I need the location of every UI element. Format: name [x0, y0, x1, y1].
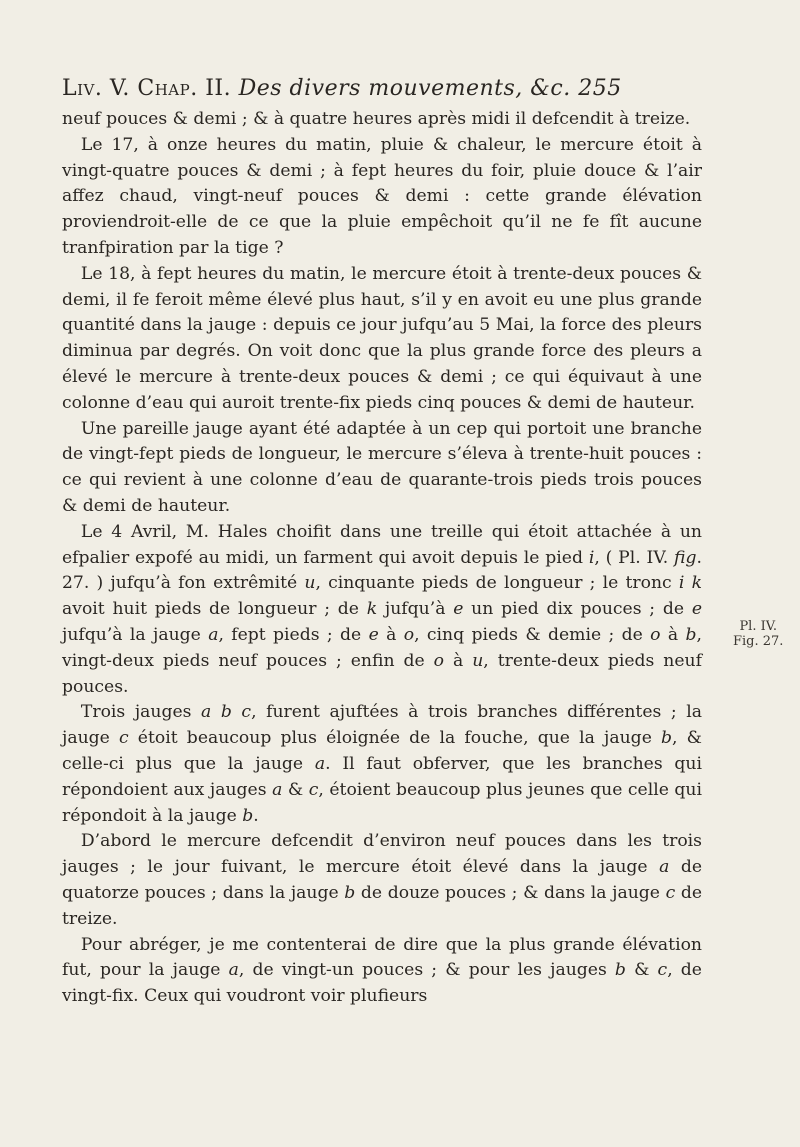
paragraph: Trois jauges a b c, furent ajuftées à trois branches différentes ; la jauge c étoit beaucoup plus éloignée de la fouche, que la jauge b, & celle-ci plus que la jauge a. Il faut obferver, que les branches qui répondoient aux jauges a & c, étoient beaucoup plus jeunes que celle qui répondoit à la jauge b.: [62, 702, 703, 826]
paragraph: neuf pouces & demi ; & à quatre heures après midi il defcendit à treize.: [62, 109, 691, 129]
book-page: [62, 76, 702, 1010]
paragraph: Le 18, à fept heures du matin, le mercure étoit à trente-deux pouces & demi, il fe feroit même élevé plus haut, s’il y en avoit eu une plus grande quantité dans la jauge : depuis ce jour jufqu’au 5 Mai, la force des pleurs diminua par degrés. On voit donc que la plus grande force des pleurs a élevé le mercure à trente-deux pouces & demi ; ce qui équivaut à une colonne d’eau qui auroit trente-fix pieds cinq pouces & demi de hauteur.: [62, 263, 702, 413]
margin-note-figure: Fig. 27.: [733, 634, 784, 649]
paragraph: Le 17, à onze heures du matin, pluie & chaleur, le mercure étoit à vingt-quatre pouces & demi ; à fept heures du foir, pluie douce & l’air affez chaud, vingt-neuf pouces & demi : cette grande élévation proviendroit-elle de ce que la pluie empêchoit qu’il ne fe fît aucune tranfpiration par la tige ?: [62, 134, 702, 258]
paragraph: Une pareille jauge ayant été adaptée à un cep qui portoit une branche de vingt-fept pieds de longueur, le mercure s’éleva à trente-huit pouces : ce qui revient à une colonne d’eau de quarante-trois pieds trois pouces & demi de hauteur.: [62, 418, 702, 516]
chapter-title: Des divers mouvements, &c.: [238, 76, 571, 101]
chapter-number: Chap. II.: [137, 76, 232, 101]
paragraph: D’abord le mercure defcendit d’environ neuf pouces dans les trois jauges ; le jour fuivant, le mercure étoit élevé dans la jauge a de quatorze pouces ; dans la jauge b de douze pouces ; & dans la jauge c de treize.: [62, 831, 703, 929]
body-text: [62, 107, 702, 1010]
page-number: 255: [578, 76, 622, 101]
paragraph: Le 4 Avril, M. Hales choifit dans une treille qui étoit attachée à un efpalier expofé au midi, un farment qui avoit depuis le pied i, ( Pl. IV. fig. 27. ) jufqu’à fon extrêmité u, cinquante pieds de longueur ; le tronc i k avoit huit pieds de longueur ; de k jufqu’à e un pied dix pouces ; de e jufqu’à la jauge a, fept pieds ; de e à o, cinq pieds & demie ; de o à b, vingt-deux pieds neuf pouces ; enfin de o à u, trente-deux pieds neuf pouces.: [62, 521, 702, 697]
book-number: Liv. V.: [62, 76, 130, 101]
margin-note-plate: Pl. IV.: [739, 619, 777, 634]
running-head: [62, 76, 702, 101]
margin-note: [733, 619, 783, 649]
paragraph: Pour abréger, je me contenterai de dire que la plus grande élévation fut, pour la jauge a, de vingt-un pouces ; & pour les jauges b & c, de vingt-fix. Ceux qui voudront voir plufieurs: [62, 934, 702, 1007]
